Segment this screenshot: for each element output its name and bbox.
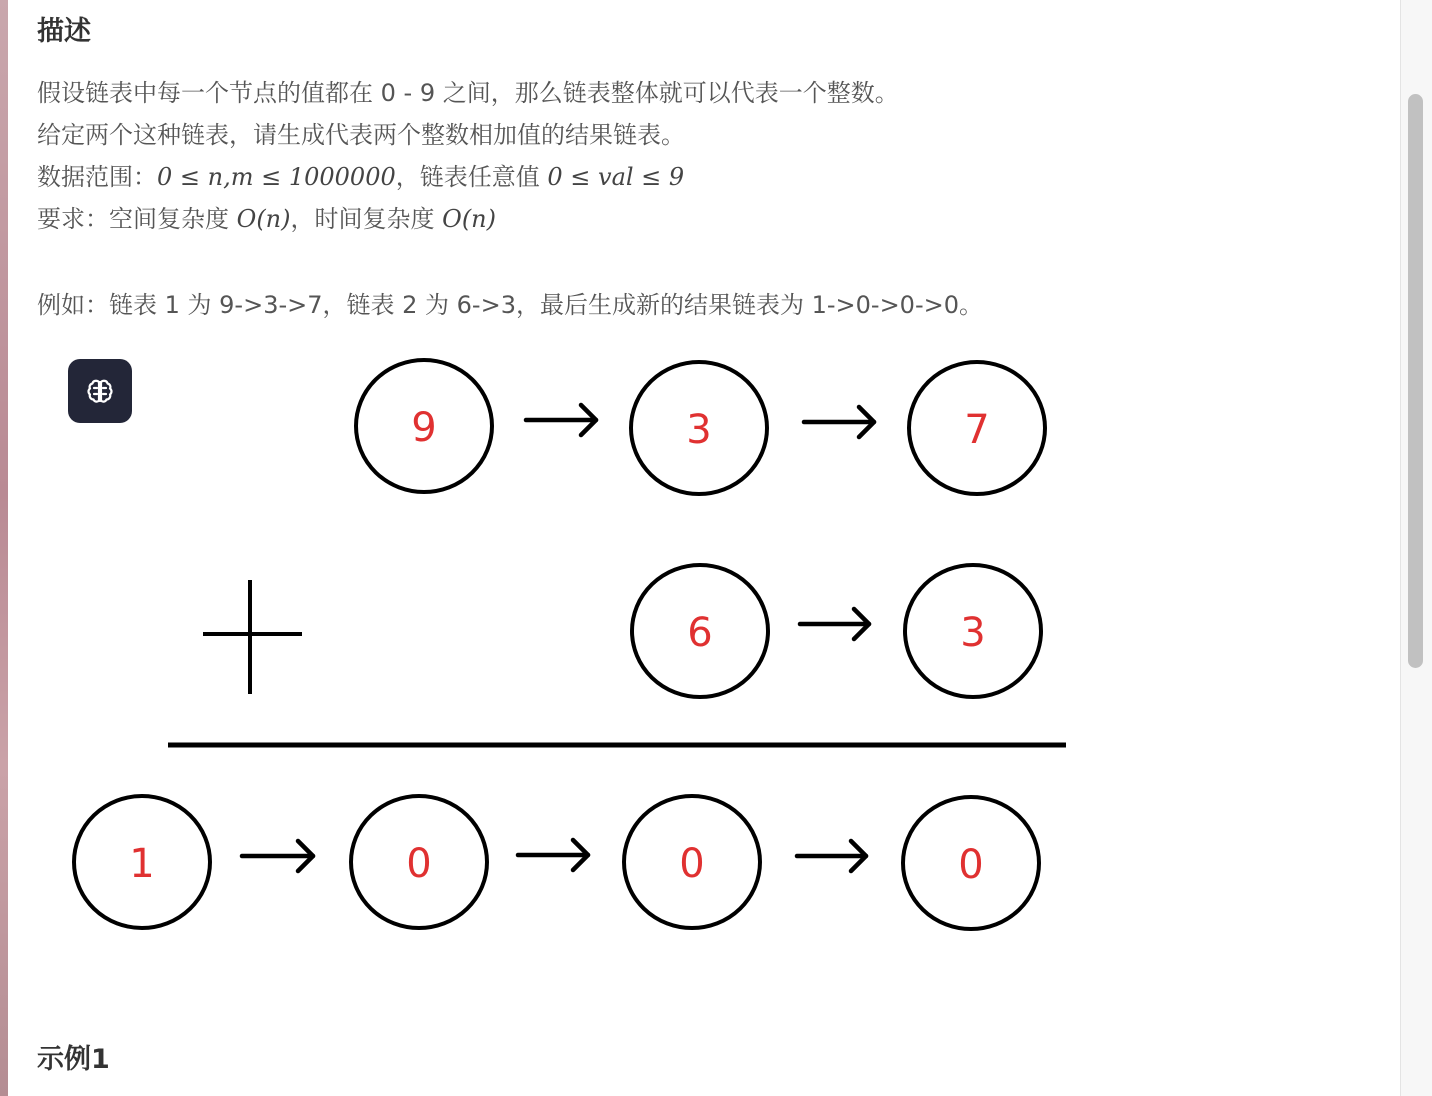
result-arrow-1: [242, 841, 313, 871]
result-node-3: [624, 796, 760, 928]
data-range-mid-text: ，链表任意值: [395, 163, 548, 191]
time-complexity-label: ，时间复杂度: [290, 205, 443, 233]
list-1-node-2: [631, 362, 767, 494]
list-1-node-3-value: 7: [964, 407, 990, 453]
list-2-node-2: [905, 565, 1041, 697]
list-1: [356, 360, 1045, 494]
plus-operator: [0, 0, 302, 694]
result-node-2: [351, 796, 487, 928]
space-complexity-label: 要求：空间复杂度: [37, 205, 237, 233]
result-node-2-value: 0: [406, 841, 432, 887]
list-2-node-1: [632, 565, 768, 697]
scrollbar-thumb[interactable]: [1408, 94, 1423, 668]
result-node-4: [903, 797, 1039, 929]
list-2-node-2-value: 3: [960, 610, 986, 656]
description-line-1: 假设链表中每一个节点的值都在 0 - 9 之间，那么链表整体就可以代表一个整数。: [37, 79, 899, 107]
list-1-node-2-value: 3: [686, 407, 712, 453]
list-1-node-1: [356, 360, 492, 492]
result-node-4-value: 0: [958, 842, 984, 888]
list-1-node-1-value: 9: [411, 405, 437, 451]
plus-operator-label: +: [0, 0, 1, 1]
result-arrow-2: [518, 840, 588, 870]
list-2-arrow-1: [800, 609, 869, 639]
result-arrow-3: [797, 841, 866, 871]
data-range-label: 数据范围：: [37, 163, 157, 191]
list-2: [632, 565, 1041, 697]
data-range-math-nm: 0 ≤ n,m ≤ 1000000: [157, 163, 396, 191]
example-1-title: 示例1: [37, 1044, 110, 1075]
description-line-2: 给定两个这种链表，请生成代表两个整数相加值的结果链表。: [37, 121, 685, 149]
result-list: [74, 796, 1039, 929]
result-node-3-value: 0: [679, 841, 705, 887]
example-explanation: 例如：链表 1 为 9->3->7，链表 2 为 6->3，最后生成新的结果链表为 1->0->0->0。: [37, 291, 983, 319]
list-2-node-1-value: 6: [687, 610, 713, 656]
result-node-1: [74, 796, 210, 928]
time-complexity-math: O(n): [442, 205, 496, 233]
list-1-node-3: [909, 362, 1045, 494]
data-range-math-val: 0 ≤ val ≤ 9: [547, 163, 685, 191]
description-title: 描述: [37, 16, 91, 47]
space-complexity-math: O(n): [236, 205, 291, 233]
list-1-arrow-2: [804, 407, 874, 437]
list-1-arrow-1: [526, 405, 596, 435]
result-node-1-value: 1: [129, 841, 155, 887]
